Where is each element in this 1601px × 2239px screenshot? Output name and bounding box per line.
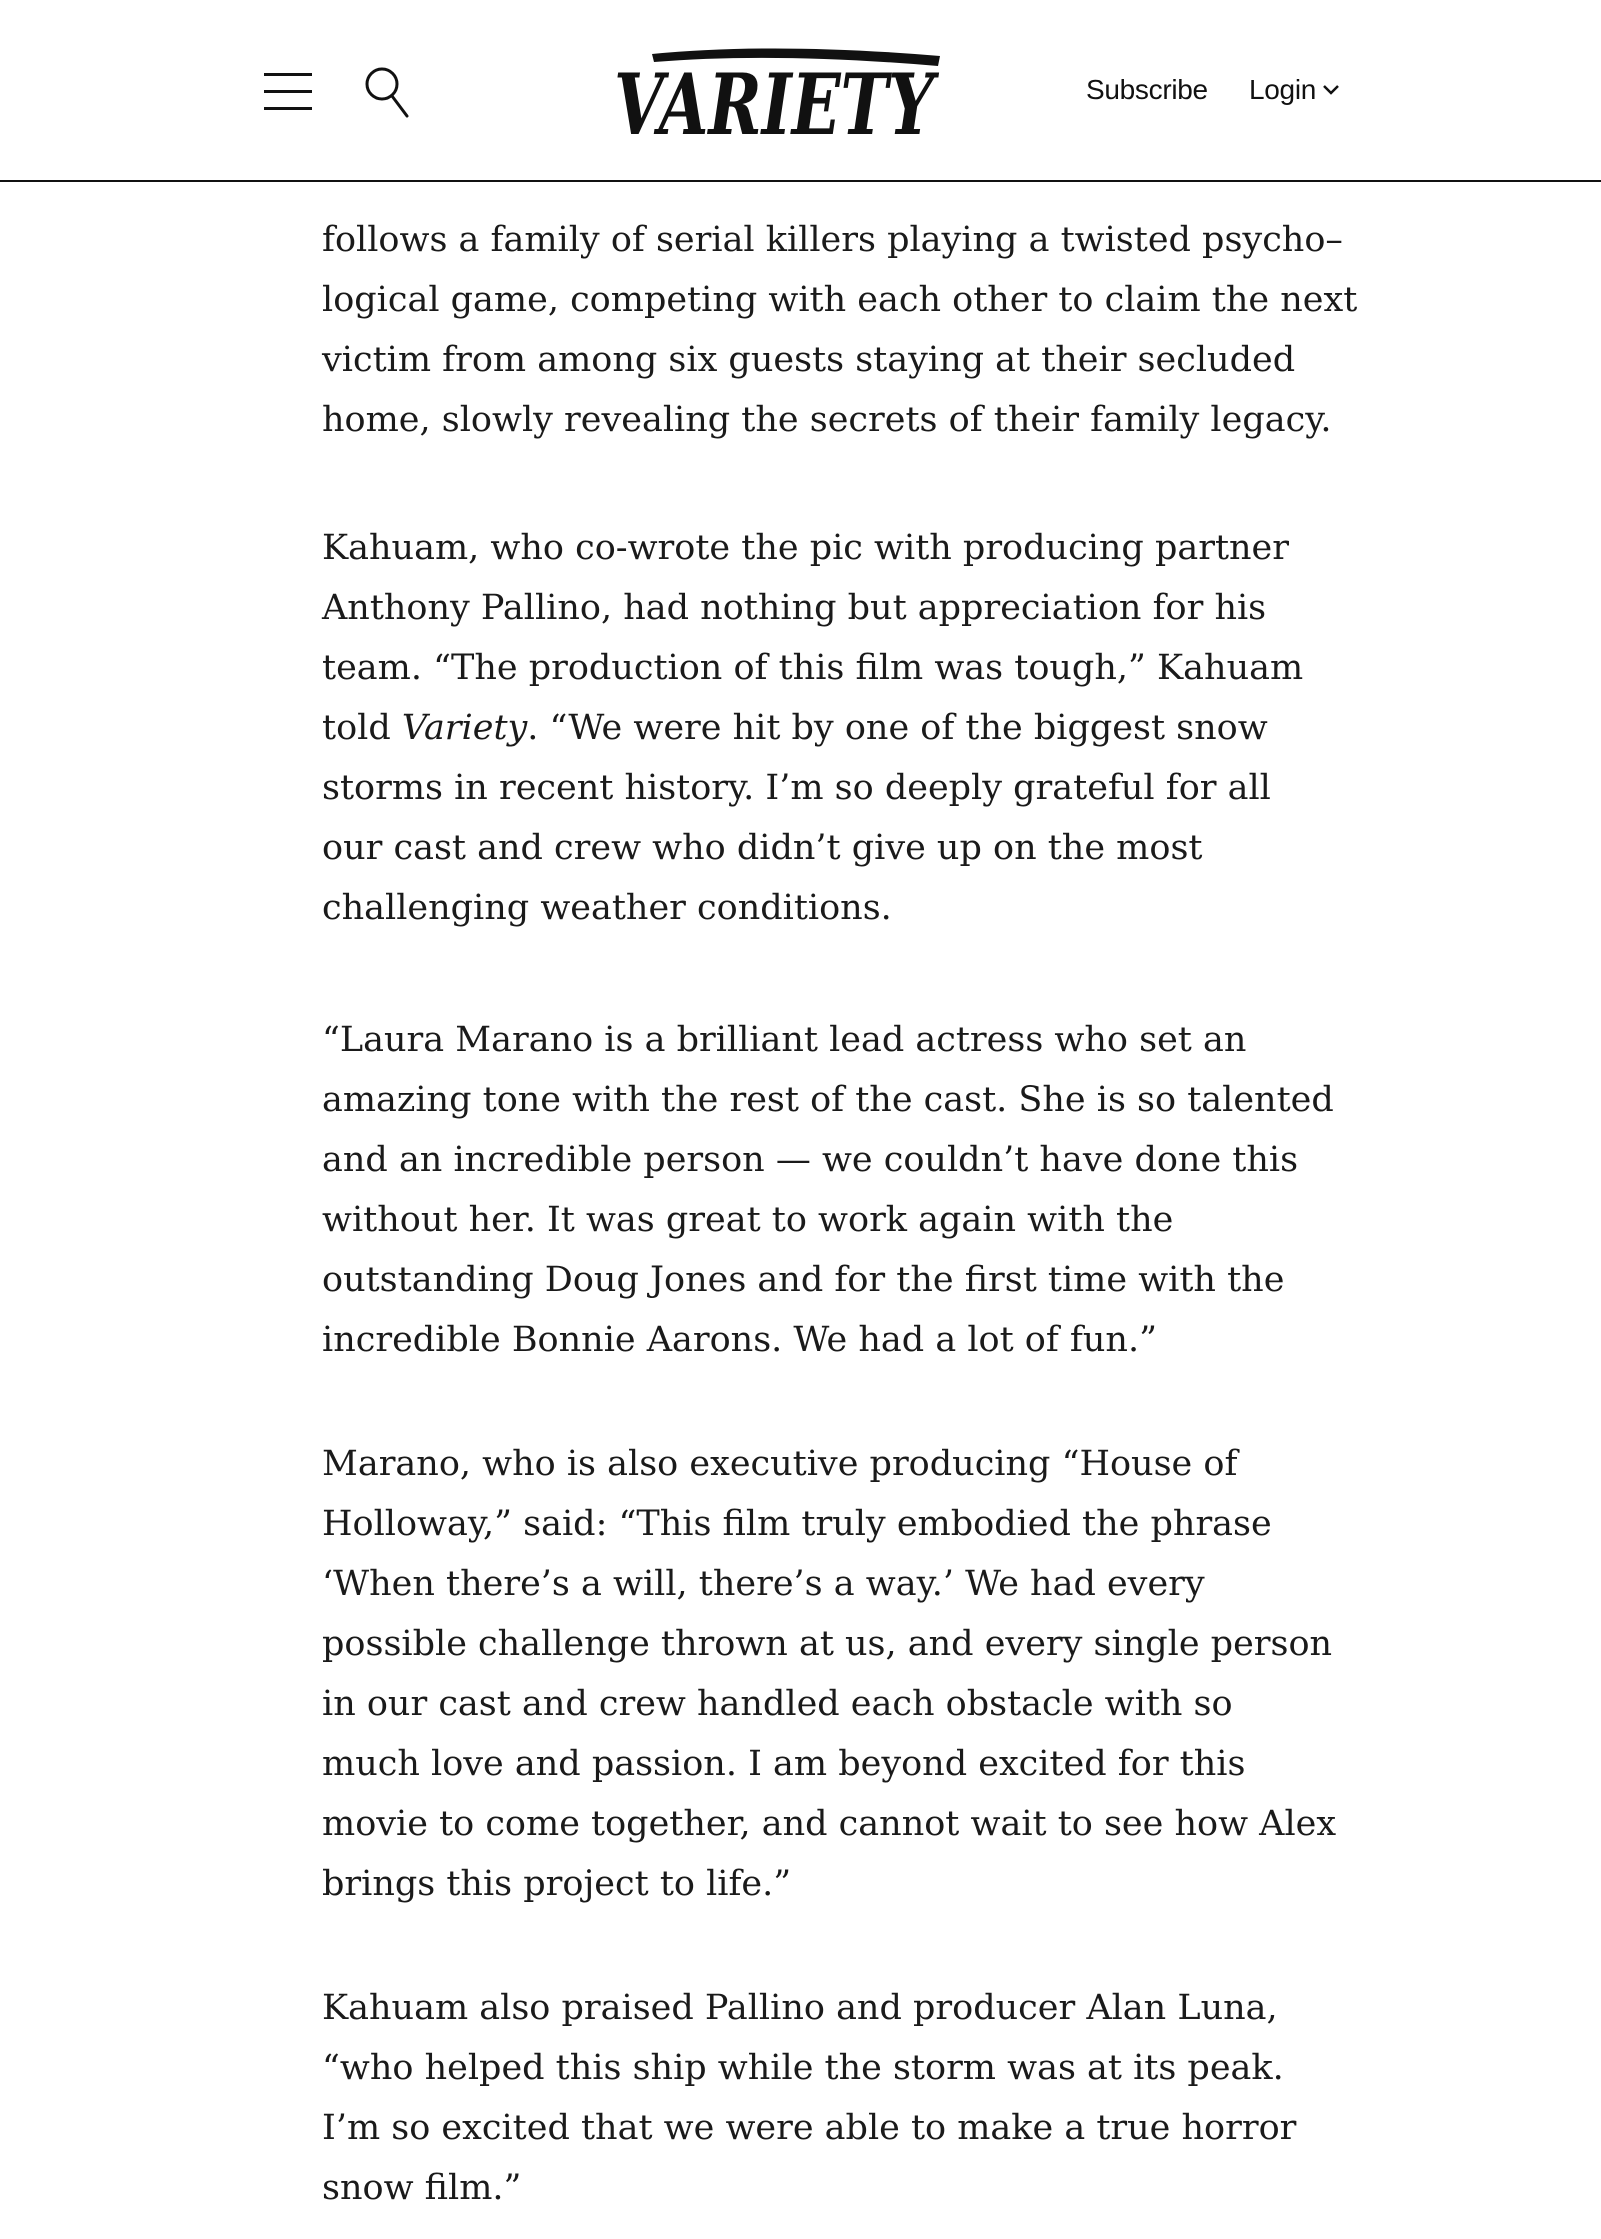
paragraph-line: snow film.” bbox=[322, 2168, 522, 2208]
article-paragraph bbox=[322, 210, 1358, 450]
paragraph-line: without her. It was great to work again with the bbox=[322, 1200, 1174, 1240]
login-dropdown[interactable] bbox=[1249, 74, 1340, 106]
paragraph-line: Kahuam also praised Pallino and producer Alan Luna, bbox=[322, 1988, 1278, 2028]
paragraph-line: I’m so excited that we were able to make a true horror bbox=[322, 2108, 1297, 2148]
login-label: Login bbox=[1249, 74, 1317, 105]
paragraph-line: team. “The production of this film was tough,” Kahuam bbox=[322, 648, 1304, 688]
hamburger-menu-icon bbox=[262, 70, 316, 114]
paragraph-line: much love and passion. I am beyond excited for this bbox=[322, 1744, 1246, 1784]
search-icon bbox=[362, 64, 414, 120]
article-paragraph bbox=[322, 518, 1322, 938]
paragraph-line: Kahuam, who co-wrote the pic with producing partner bbox=[322, 528, 1289, 568]
search-button[interactable] bbox=[362, 64, 414, 120]
paragraph-line: Marano, who is also executive producing “House of bbox=[322, 1444, 1238, 1484]
paragraph-line: incredible Bonnie Aarons. We had a lot of fun.” bbox=[322, 1320, 1157, 1360]
paragraph-line: follows a family of serial killers playing a twisted psycho– bbox=[322, 220, 1343, 260]
paragraph-line: Holloway,” said: “This film truly embodied the phrase bbox=[322, 1504, 1272, 1544]
site-header bbox=[0, 0, 1601, 182]
paragraph-line: victim from among six guests staying at their secluded bbox=[322, 340, 1296, 380]
chevron-down-icon bbox=[1322, 84, 1340, 96]
paragraph-line: movie to come together, and cannot wait to see how Alex bbox=[322, 1804, 1337, 1844]
menu-button[interactable] bbox=[262, 70, 316, 114]
article-paragraph bbox=[322, 1010, 1334, 1370]
svg-text:VARIETY: VARIETY bbox=[614, 55, 940, 154]
article-paragraph bbox=[322, 1978, 1322, 2218]
paragraph-line: possible challenge thrown at us, and every single person bbox=[322, 1624, 1333, 1664]
paragraph-line: storms in recent history. I’m so deeply grateful for all bbox=[322, 768, 1271, 808]
article-body bbox=[322, 210, 1358, 2218]
paragraph-line: in our cast and crew handled each obstacle with so bbox=[322, 1684, 1233, 1724]
paragraph-line: logical game, competing with each other to claim the next bbox=[322, 280, 1358, 320]
paragraph-line: outstanding Doug Jones and for the first time with the bbox=[322, 1260, 1285, 1300]
subscribe-link[interactable]: Subscribe bbox=[1086, 74, 1208, 105]
variety-logo[interactable] bbox=[604, 40, 944, 154]
paragraph-line: home, slowly revealing the secrets of their family legacy. bbox=[322, 400, 1332, 440]
paragraph-line: “Laura Marano is a brilliant lead actress who set an bbox=[322, 1020, 1247, 1060]
paragraph-line: “who helped this ship while the storm was at its peak. bbox=[322, 2048, 1284, 2088]
publication-name: Variety bbox=[401, 708, 528, 748]
paragraph-line: our cast and crew who didn’t give up on the most bbox=[322, 828, 1203, 868]
paragraph-line: amazing tone with the rest of the cast. She is so talented bbox=[322, 1080, 1334, 1120]
article-paragraph bbox=[322, 1434, 1337, 1914]
paragraph-line: brings this project to life.” bbox=[322, 1864, 792, 1904]
paragraph-line bbox=[322, 698, 1322, 758]
paragraph-line: and an incredible person — we couldn’t have done this bbox=[322, 1140, 1299, 1180]
paragraph-line: Anthony Pallino, had nothing but appreciation for his bbox=[322, 588, 1267, 628]
variety-logo-mark bbox=[604, 40, 944, 154]
paragraph-line: ‘When there’s a will, there’s a way.’ We had every bbox=[322, 1564, 1205, 1604]
paragraph-line: challenging weather conditions. bbox=[322, 888, 892, 928]
text-run: told bbox=[322, 708, 402, 748]
text-run: . “We were hit by one of the biggest snow bbox=[527, 708, 1268, 748]
